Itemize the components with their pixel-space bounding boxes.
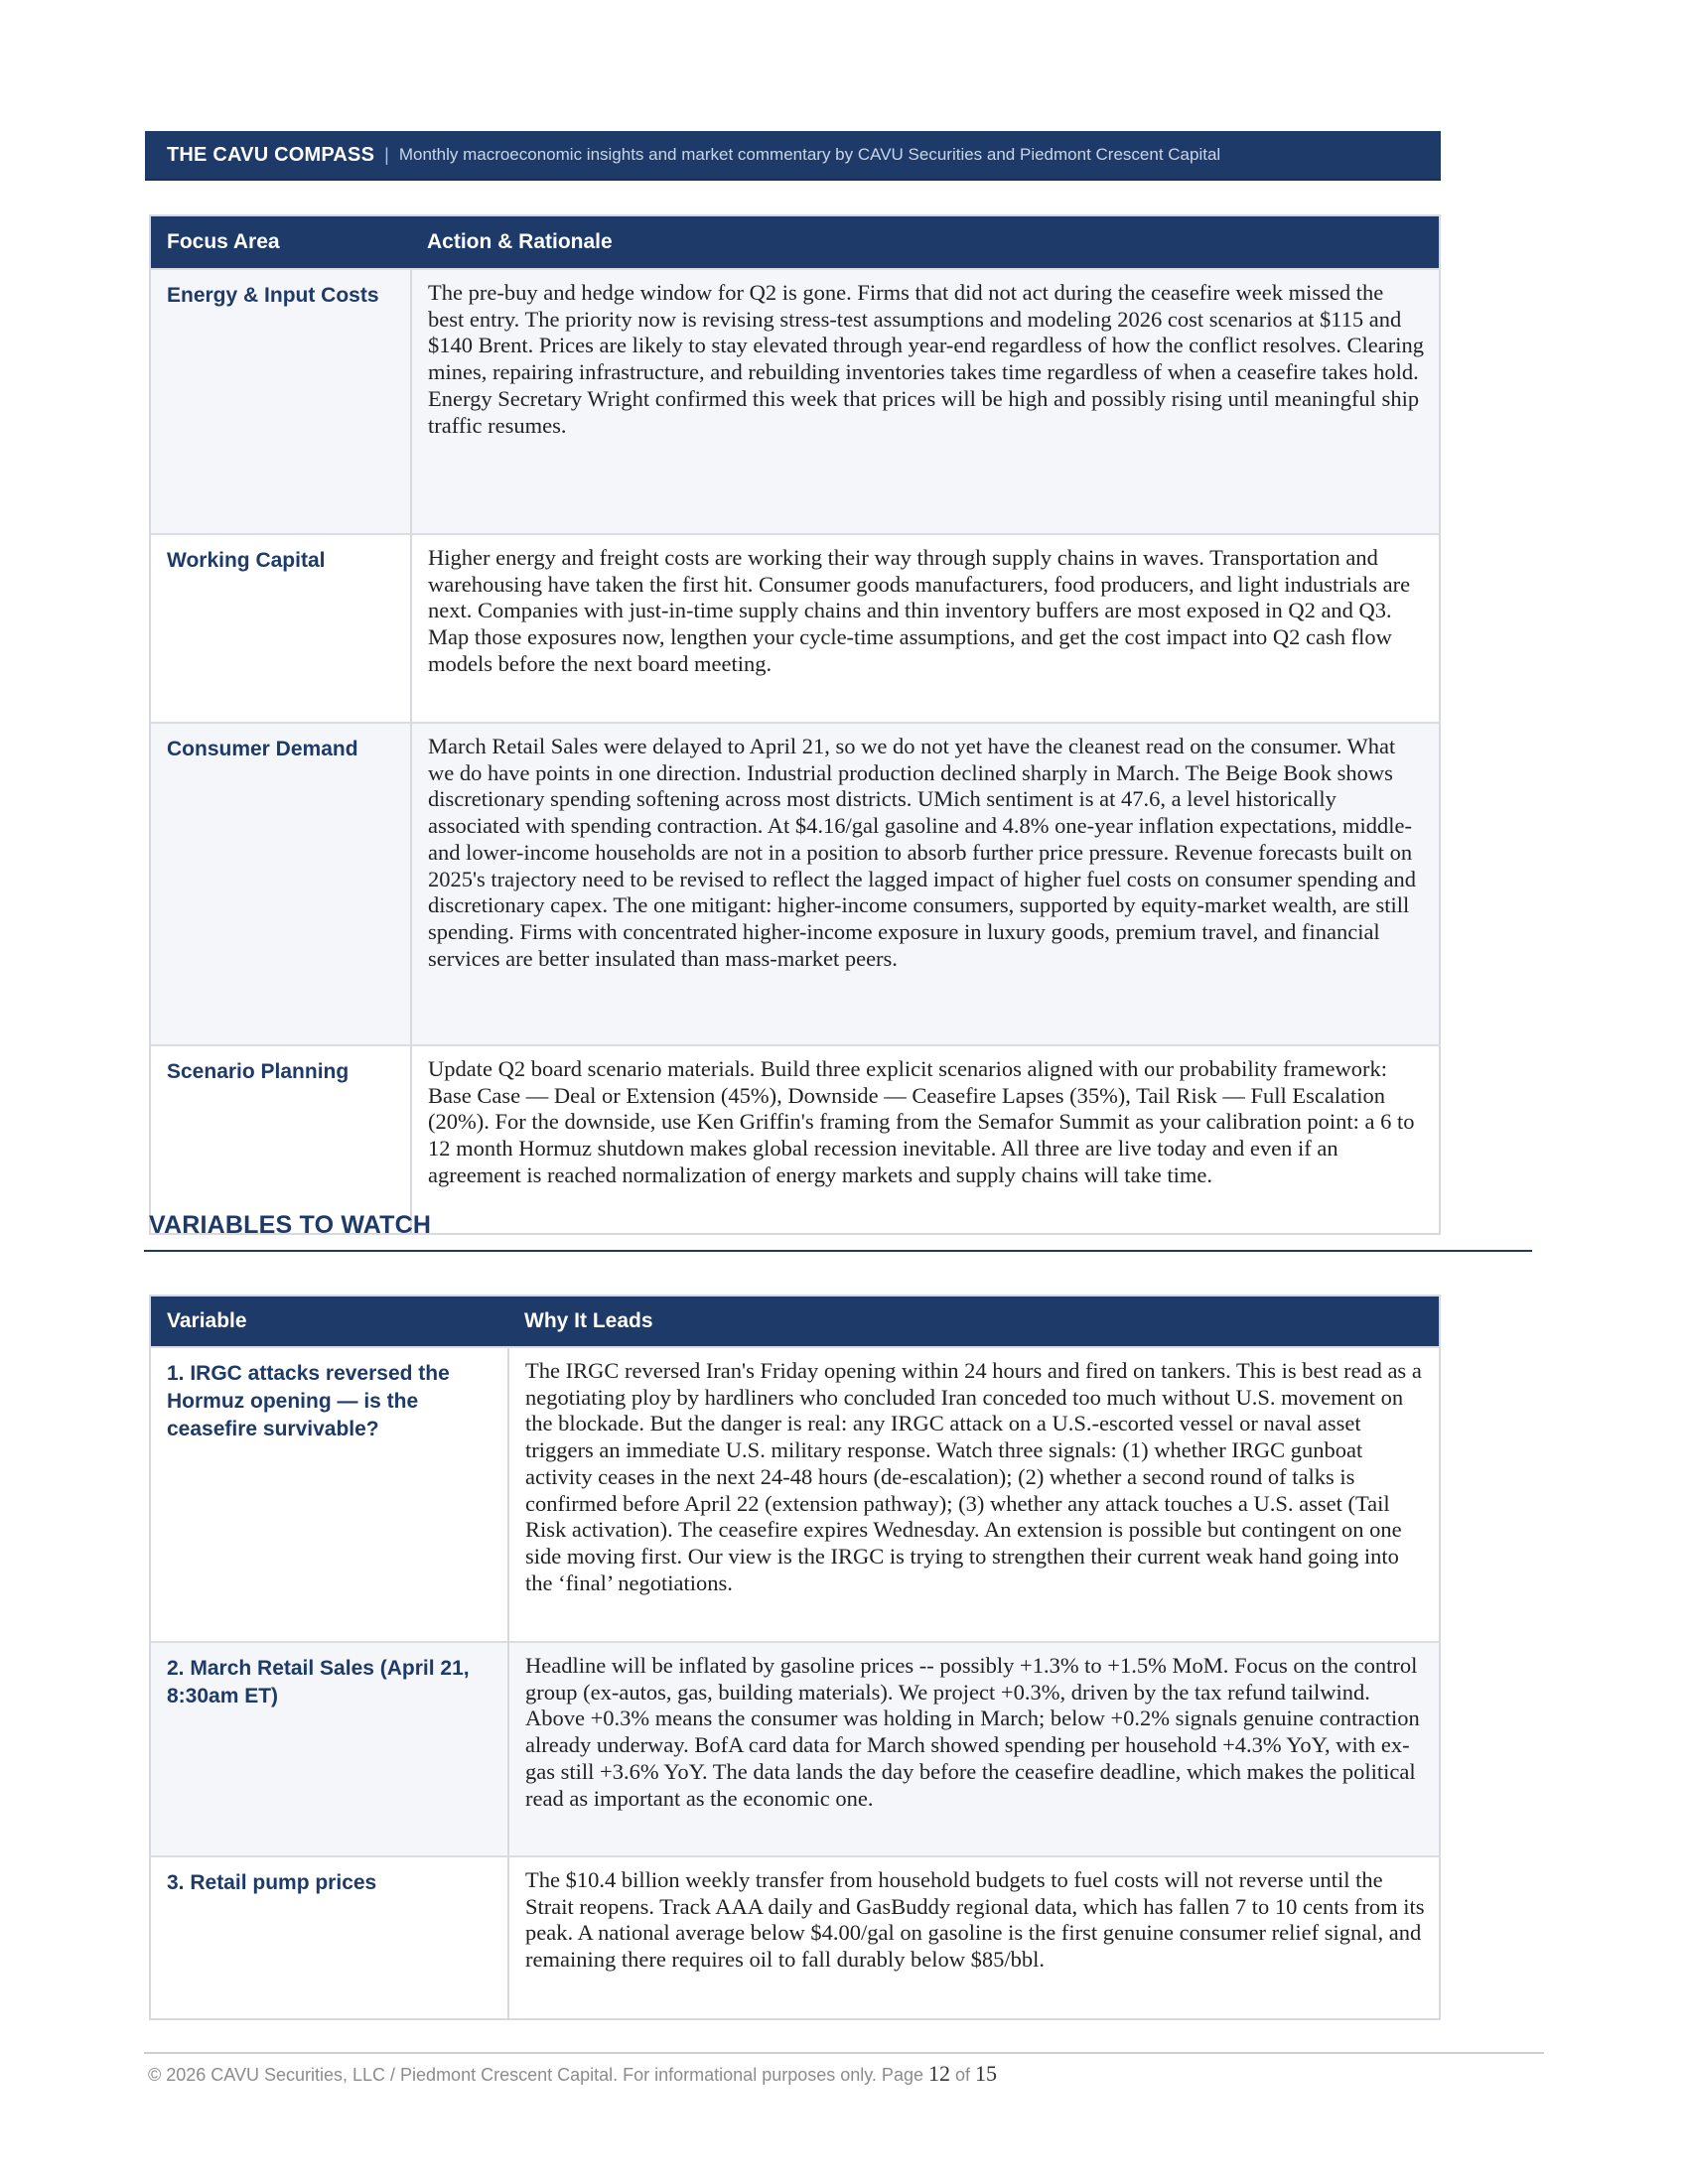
section-heading-variables: VARIABLES TO WATCH <box>149 1211 432 1239</box>
table-row <box>150 1642 1440 1856</box>
focus-area-label: Scenario Planning <box>167 1060 350 1083</box>
rationale-text: Update Q2 board scenario materials. Build three explicit scenarios aligned with our probability framework: Base Case — Deal or Extension (45%), Downside — Ceasefire Lapses (35%), Tail Risk — Full Escalation (20%). For the downside, use Ken Griffin's framing from the Semafor Summit as your calibration point: a 6 to 12 month Hormuz shutdown makes global recession inevitable. All three are live today and even if an agreement is reached normalization of energy markets and supply chains will take time. <box>428 1056 1415 1187</box>
table-row <box>150 1347 1440 1642</box>
footer-divider <box>144 2052 1544 2054</box>
column-header-variable: Variable <box>150 1296 508 1347</box>
why-it-leads-text: The $10.4 billion weekly transfer from household budgets to fuel costs will not reverse until the Strait reopens. Track AAA daily and GasBuddy regional data, which has fallen 7 to 10 cents from its peak. A national average below $4.00/gal on gasoline is the first genuine consumer relief signal, and remaining there requires oil to fall durably below $85/bbl. <box>525 1867 1425 1973</box>
focus-area-label: Working Capital <box>167 549 326 572</box>
rationale-text: The pre-buy and hedge window for Q2 is gone. Firms that did not act during the ceasefire week missed the best entry. The priority now is revising stress-test assumptions and modeling 2026 cost scenarios at $115 and $140 Brent. Prices are likely to stay elevated through year-end regardless of how the conflict resolves. Clearing mines, repairing infrastructure, and rebuilding inventories takes time regardless of when a ceasefire takes hold. Energy Secretary Wright confirmed this week that prices will be high and possibly rising until meaningful ship traffic resumes. <box>428 280 1424 438</box>
variable-label: 3. Retail pump prices <box>167 1871 377 1894</box>
rationale-text: March Retail Sales were delayed to April 21, so we do not yet have the cleanest read on the consumer. What we do have points in one direction. Industrial production declined sharply in March. The Beige Book shows discretionary spending softening across most districts. UMich sentiment is at 47.6, a level historically associated with spending contraction. At $4.16/gal gasoline and 4.8% one-year inflation expectations, middle- and lower-income households are not in a position to absorb further price pressure. Revenue forecasts built on 2025's trajectory need to be revised to reflect the lagged impact of higher fuel costs on consumer spending and discretionary capex. The one mitigant: higher-income consumers, supported by equity-market wealth, are still spending. Firms with concentrated higher-income exposure in luxury goods, premium travel, and financial services are better insulated than mass-market peers. <box>428 734 1416 971</box>
table-row <box>150 269 1440 534</box>
section-divider <box>144 1250 1532 1252</box>
focus-area-label: Energy & Input Costs <box>167 284 379 307</box>
focus-area-label: Consumer Demand <box>167 738 358 760</box>
why-it-leads-text: Headline will be inflated by gasoline prices -- possibly +1.3% to +1.5% MoM. Focus on the control group (ex-autos, gas, building materials). We project +0.3%, driven by the tax refund tailwind. Above +0.3% means the consumer was holding in March; below +0.2% signals genuine contraction already underway. BofA card data for March showed spending per household +4.3% YoY, with ex-gas still +3.6% YoY. The data lands the day before the ceasefire deadline, which makes the political read as important as the economic one. <box>525 1653 1420 1811</box>
page-number: 12 <box>928 2061 950 2086</box>
banner-separator: | <box>384 144 389 165</box>
column-header-focus-area: Focus Area <box>150 215 411 269</box>
table-row <box>150 723 1440 1045</box>
page-total: 15 <box>975 2061 998 2086</box>
table-row <box>150 1856 1440 2019</box>
table-row <box>150 534 1440 723</box>
column-header-action-rationale: Action & Rationale <box>411 215 1440 269</box>
column-header-why-it-leads: Why It Leads <box>508 1296 1440 1347</box>
focus-area-table <box>149 214 1441 1235</box>
publication-banner <box>145 131 1441 181</box>
table-header-row <box>150 215 1440 269</box>
rationale-text: Higher energy and freight costs are working their way through supply chains in waves. Transportation and warehousing have taken the first hit. Consumer goods manufacturers, food producers, and light industrials are next. Companies with just-in-time supply chains and thin inventory buffers are most exposed in Q2 and Q3. Map those exposures now, lengthen your cycle-time assumptions, and get the cost impact into Q2 cash flow models before the next board meeting. <box>428 545 1411 676</box>
variable-label: 1. IRGC attacks reversed the Hormuz opening — is the ceasefire survivable? <box>167 1362 450 1440</box>
publication-subtitle: Monthly macroeconomic insights and market commentary by CAVU Securities and Piedmont Crescent Capital <box>398 145 1221 164</box>
variable-label: 2. March Retail Sales (April 21, 8:30am ET) <box>167 1657 470 1707</box>
page-footer <box>148 2061 997 2087</box>
page-of-label: of <box>955 2065 971 2085</box>
table-header-row <box>150 1296 1440 1347</box>
why-it-leads-text: The IRGC reversed Iran's Friday opening within 24 hours and fired on tankers. This is best read as a negotiating ploy by hardliners who concluded Iran conceded too much without U.S. movement on the blockade. But the danger is real: any IRGC attack on a U.S.-escorted vessel or naval asset triggers an immediate U.S. military response. Watch three signals: (1) whether IRGC gunboat activity ceases in the next 24-48 hours (de-escalation); (2) whether a second round of talks is confirmed before April 22 (extension pathway); (3) whether any attack touches a U.S. asset (Tail Risk activation). The ceasefire expires Wednesday. An extension is possible but contingent on one side moving first. Our view is the IRGC is trying to strengthen their current weak hand going into the ‘final’ negotiations. <box>525 1358 1422 1595</box>
table-row <box>150 1045 1440 1234</box>
variables-table <box>149 1295 1441 2020</box>
publication-title: THE CAVU COMPASS <box>167 143 375 166</box>
footer-copyright: © 2026 CAVU Securities, LLC / Piedmont Crescent Capital. For informational purposes only. Page <box>148 2065 923 2085</box>
